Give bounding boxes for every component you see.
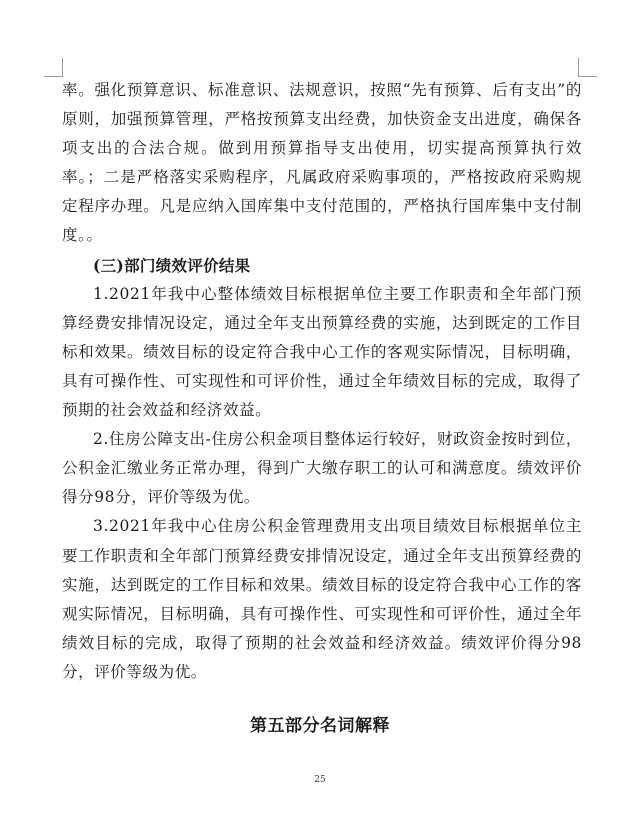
result-item-3: 3.2021年我中心住房公积金管理费用支出项目绩效目标根据单位主要工作职责和全年部门预算经费安排情况设定，通过全年支出预算经费的实施，达到既定的工作目标和效果。绩效目标的设定符合我中心工作的客观实际情况，目标明确，具有可操作性、可实现性和可评价性，通过全年绩效目标的完成，取得了预期的社会效益和经济效益。绩效评价得分98分，评价等级为优。	[62, 517, 582, 681]
result-item-1: 1.2021年我中心整体绩效目标根据单位主要工作职责和全年部门预算经费安排情况设定，通过全年支出预算经费的实施，达到既定的工作目标和效果。绩效目标的设定符合我中心工作的客观实际情况，目标明确，具有可操作性、可实现性和可评价性，通过全年绩效目标的完成，取得了预期的社会效益和经济效益。	[62, 284, 582, 420]
result-item-2: 2.住房公障支出-住房公积金项目整体运行较好，财政资金按时到位，公积金汇缴业务正常办理，得到广大缴存职工的认可和满意度。绩效评价得分98分，评价等级为优。	[62, 430, 582, 507]
section-title: 第五部分名词解释	[250, 716, 390, 736]
subsection-heading: (三)部门绩效评价结果	[93, 255, 251, 275]
continuation-paragraph: 率。强化预算意识、标准意识、法规意识，按照“先有预算、后有支出”的原则，加强预算管理，严格按预算支出经费，加快资金支出进度，确保各项支出的合法合规。做到用预算指导支出使用，切实提高预算执行效率。；二是严格落实采购程序，凡属政府采购事项的，严格按政府采购规定程序办理。凡是应纳入国库集中支付范围的，严格执行国库集中支付制度。。	[62, 81, 582, 245]
top-left-crop-mark	[44, 58, 63, 77]
page-number: 25	[314, 775, 326, 785]
document-body	[62, 76, 582, 687]
top-right-crop-mark	[578, 58, 597, 77]
